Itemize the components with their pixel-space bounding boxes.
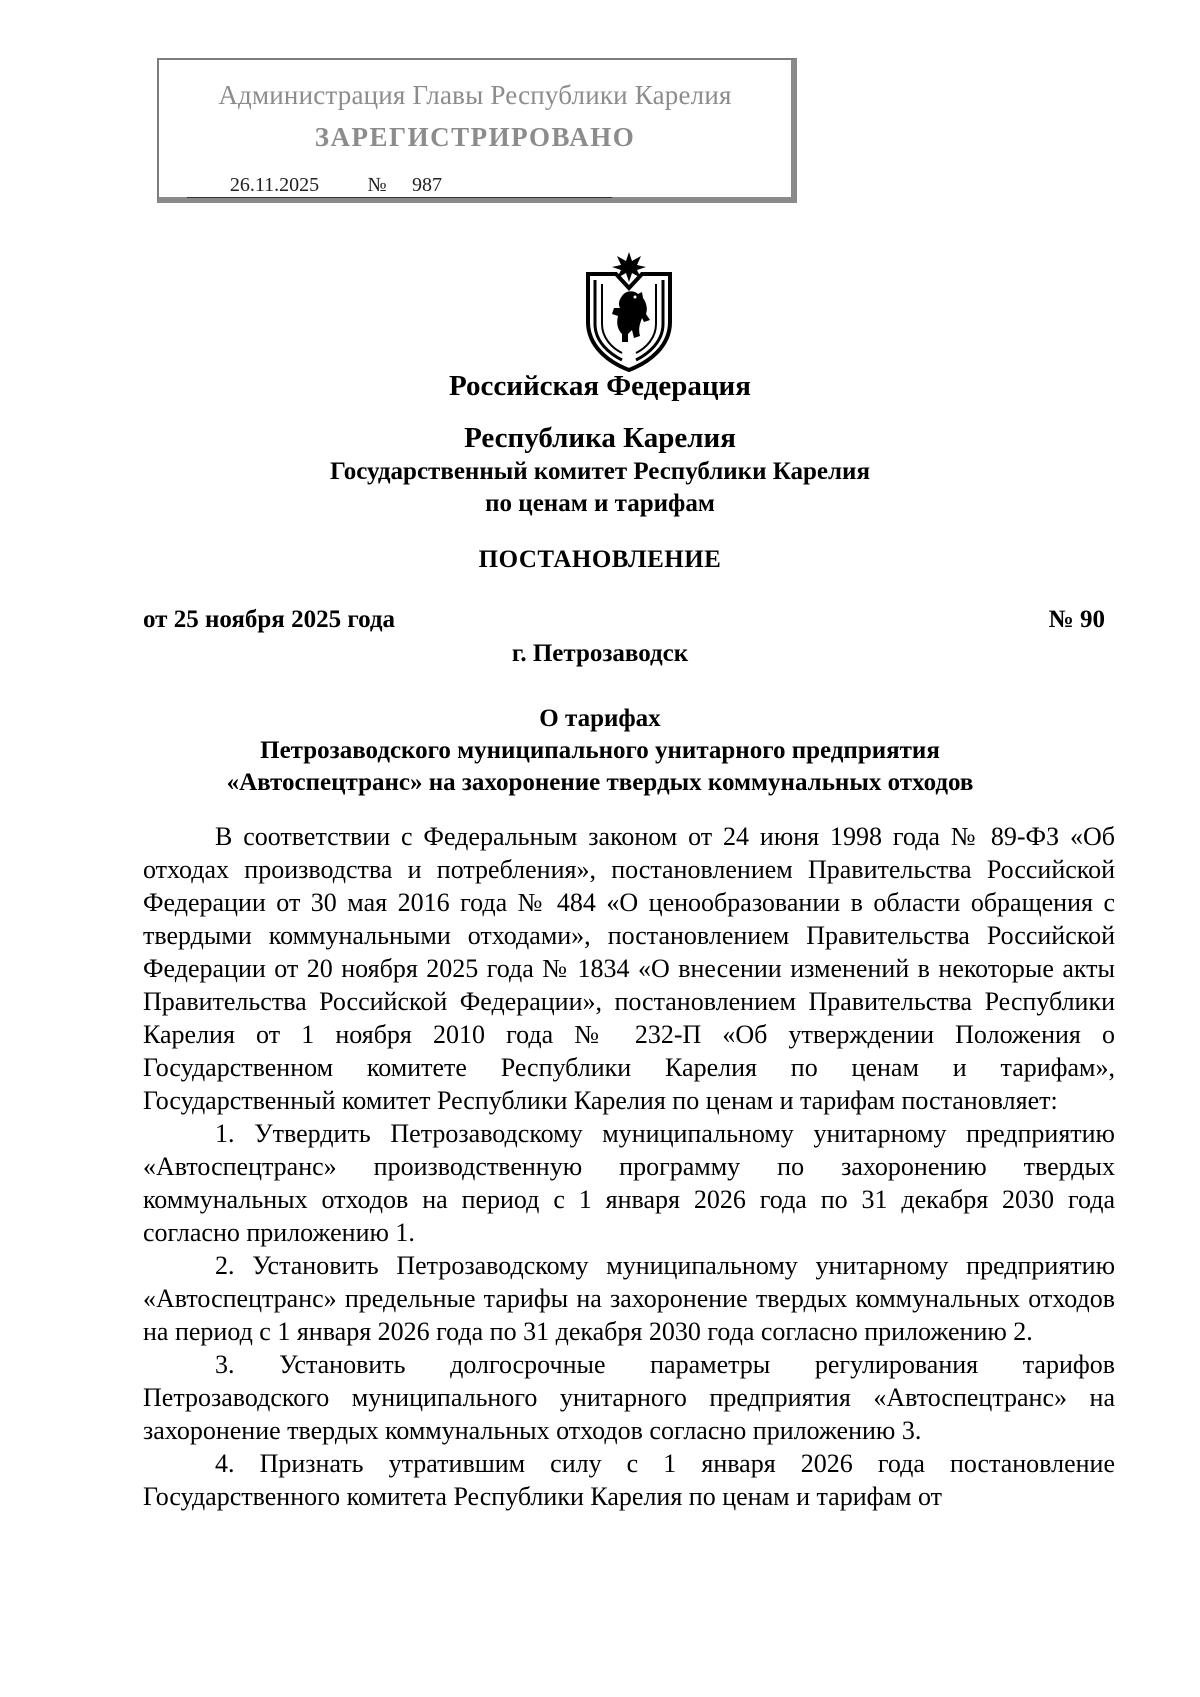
karelia-coat-of-arms-icon	[582, 250, 676, 372]
header-committee-line2: по ценам и тарифам	[485, 490, 715, 517]
stamp-date: 26.11.2025	[187, 174, 362, 198]
emblem-bear	[612, 291, 650, 342]
point-paragraph: 4. Признать утратившим силу с 1 января 2026 года постановление Государственного комитета Республики Карелия по ценам и тарифам от	[143, 1449, 1115, 1511]
decree-date: от 25 ноября 2025 года	[143, 606, 395, 633]
stamp-organization: Администрация Главы Республики Карелия	[218, 80, 732, 110]
decree-city: г. Петрозаводск	[511, 640, 689, 667]
stamp-number-sign: №	[362, 174, 392, 198]
document-body	[143, 820, 1115, 1513]
point-paragraph: 2. Установить Петрозаводскому муниципальному унитарному предприятию «Автоспецтранс» предельные тарифы на захоронение твердых коммунальных отходов на период с 1 января 2026 года по 31 декабря 2030 года согласно приложению 2.	[143, 1251, 1115, 1346]
header-committee-line1: Государственный комитет Республики Карелия	[330, 458, 870, 485]
title-line1: О тарифах	[539, 705, 661, 732]
decree-number: № 90	[1048, 606, 1105, 633]
header-republic: Республика Карелия	[464, 422, 736, 454]
header-federation: Российская Федерация	[449, 370, 751, 402]
title-line3: «Автоспецтранс» на захоронение твердых коммунальных отходов	[226, 769, 974, 796]
document-type: ПОСТАНОВЛЕНИЕ	[478, 546, 722, 573]
point-paragraph: 1. Утвердить Петрозаводскому муниципальному унитарному предприятию «Автоспецтранс» производственную программу по захоронению твердых коммунальных отходов на период с 1 января 2026 года по 31 декабря 2030 года согласно приложению 1.	[143, 1119, 1115, 1247]
preamble-paragraph: В соответствии с Федеральным законом от 24 июня 1998 года № 89-ФЗ «Об отходах производства и потребления», постановлением Правительства Российской Федерации от 30 мая 2016 года № 484 «О ценообразовании в области обращения с твердыми коммунальными отходами», постановлением Правительства Российской Федерации от 20 ноября 2025 года № 1834 «О внесении изменений в некоторые акты Правительства Российской Федерации», постановлением Правительства Республики Карелия от 1 ноября 2010 года № 232-П «Об утверждении Положения о Государственном комитете Республики Карелия по ценам и тарифам», Государственный комитет Республики Карелия по ценам и тарифам постановляет:	[143, 822, 1115, 1115]
point-paragraph: 3. Установить долгосрочные параметры регулирования тарифов Петрозаводского муниципального унитарного предприятия «Автоспецтранс» на захоронение твердых коммунальных отходов согласно приложению 3.	[143, 1350, 1115, 1445]
stamp-number: 987	[392, 174, 612, 198]
registration-stamp	[157, 58, 797, 203]
title-line2: Петрозаводского муниципального унитарного предприятия	[260, 737, 940, 764]
stamp-status: ЗАРЕГИСТРИРОВАНО	[314, 122, 636, 152]
